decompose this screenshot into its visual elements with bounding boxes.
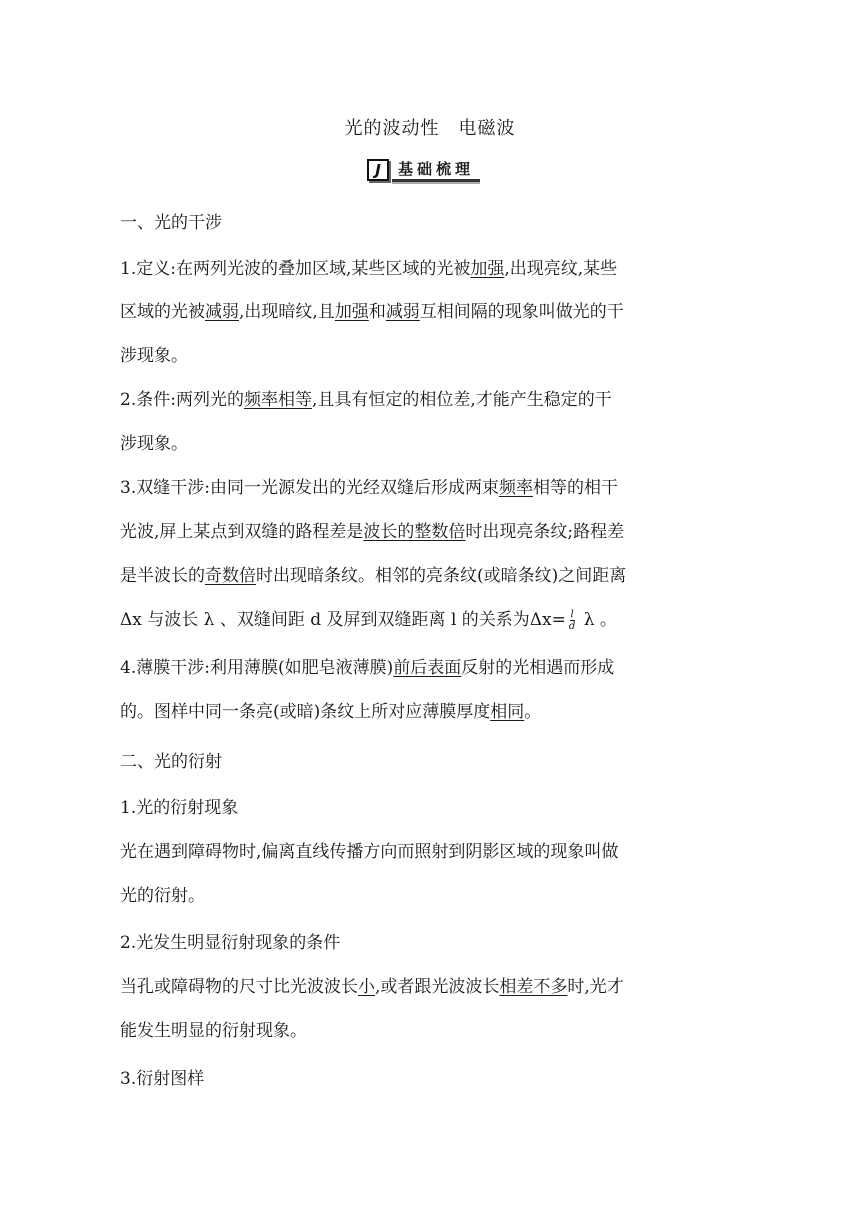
- text-segment: 时,光才: [567, 977, 624, 997]
- text-segment: ,出现亮纹,某些: [504, 259, 618, 279]
- text-segment: 2.光发生明显衍射现象的条件: [120, 933, 341, 953]
- text-line: [120, 1064, 760, 1089]
- text-segment: 是半波长的: [120, 566, 205, 586]
- underlined-answer: 频率相等: [243, 390, 312, 410]
- text-segment: ,出现暗纹,且: [239, 302, 335, 322]
- text-line: [120, 972, 760, 997]
- text-line: [120, 837, 760, 862]
- text-segment: 时出现暗条纹。相邻的亮条纹(或暗条纹)之间距离: [256, 566, 627, 586]
- text-line: [120, 793, 760, 818]
- text-segment: 。: [524, 702, 542, 722]
- text-segment: 涉现象。: [120, 434, 188, 454]
- text-segment: 互相间隔的现象叫做光的干: [419, 302, 624, 322]
- text-line: [120, 208, 760, 233]
- text-segment: 3.双缝干涉:由同一光源发出的光经双缝后形成两束: [120, 478, 499, 498]
- text-segment: λ 。: [578, 610, 617, 630]
- text-segment: 区域的光被: [120, 302, 205, 322]
- underlined-answer: 小: [358, 977, 375, 997]
- text-line: [120, 697, 760, 722]
- underlined-answer: 波长的整数倍: [363, 522, 466, 542]
- text-line: [120, 928, 760, 953]
- text-line: [120, 429, 760, 454]
- text-segment: Δx 与波长 λ 、双缝间距 d 及屏到双缝距离 l 的关系为Δx=: [120, 610, 566, 630]
- text-segment: 4.薄膜干涉:利用薄膜(如肥皂液薄膜): [120, 658, 394, 678]
- text-line: [120, 561, 760, 586]
- underlined-answer: 相同: [490, 702, 525, 722]
- underlined-answer: 加强: [334, 302, 369, 322]
- section-badge: [367, 158, 485, 182]
- text-line: [120, 881, 760, 906]
- text-line: [120, 605, 760, 632]
- text-line: [120, 653, 760, 678]
- text-segment: 光的衍射。: [120, 886, 205, 906]
- badge-text: 基础梳理: [392, 159, 480, 182]
- text-line: [120, 385, 760, 410]
- page-title: 光的波动性 电磁波: [344, 118, 516, 139]
- fraction: [569, 609, 575, 632]
- text-segment: 光在遇到障碍物时,偏离直线传播方向而照射到阴影区域的现象叫做: [120, 842, 619, 862]
- underlined-answer: 前后表面: [393, 658, 462, 678]
- underlined-answer: 加强: [470, 259, 505, 279]
- text-segment: 当孔或障碍物的尺寸比光波波长: [120, 977, 358, 997]
- badge-letter: J: [367, 159, 389, 181]
- text-segment: 3.衍射图样: [120, 1069, 205, 1089]
- underlined-answer: 相差不多: [499, 977, 568, 997]
- text-segment: 时出现亮条纹;路程差: [465, 522, 625, 542]
- text-line: [120, 747, 760, 772]
- text-line: [120, 473, 760, 498]
- underlined-answer: 奇数倍: [205, 566, 256, 586]
- fraction-numerator: l: [570, 609, 574, 620]
- underlined-answer: 减弱: [385, 302, 420, 322]
- text-segment: 的。图样中同一条亮(或暗)条纹上所对应薄膜厚度: [120, 702, 491, 722]
- text-segment: 二、光的衍射: [120, 752, 222, 772]
- text-segment: 反射的光相遇而形成: [461, 658, 615, 678]
- text-segment: ,或者跟光波波长: [375, 977, 500, 997]
- text-segment: 相等的相干: [532, 478, 618, 498]
- text-line: [120, 1016, 760, 1041]
- text-segment: 2.条件:两列光的: [120, 390, 244, 410]
- text-segment: 能发生明显的衍射现象。: [120, 1021, 307, 1041]
- text-segment: 1.光的衍射现象: [120, 798, 239, 818]
- underlined-answer: 频率: [498, 478, 533, 498]
- text-segment: 和: [368, 302, 386, 322]
- text-line: [120, 254, 760, 279]
- fraction-denominator: d: [568, 621, 576, 632]
- text-segment: 光波,屏上某点到双缝的路程差是: [120, 522, 364, 542]
- text-segment: 一、光的干涉: [120, 213, 222, 233]
- underlined-answer: 减弱: [205, 302, 239, 322]
- text-line: [120, 517, 760, 542]
- text-segment: 涉现象。: [120, 346, 188, 366]
- text-line: [120, 341, 760, 366]
- text-segment: 1.定义:在两列光波的叠加区域,某些区域的光被: [120, 259, 471, 279]
- text-segment: ,且具有恒定的相位差,才能产生稳定的干: [311, 390, 612, 410]
- text-line: [120, 297, 760, 322]
